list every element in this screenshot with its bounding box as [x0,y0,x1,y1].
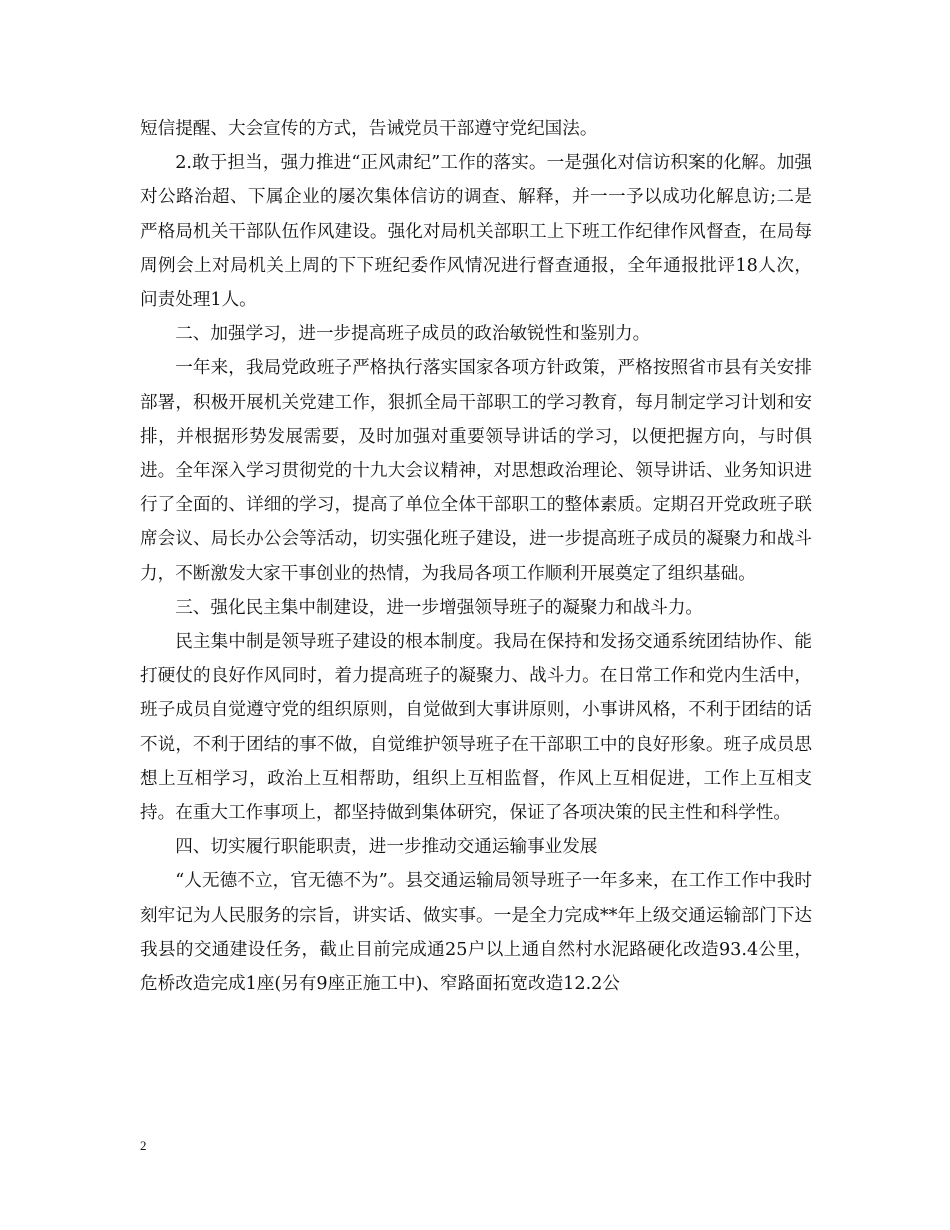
paragraph-democratic-centralism: 民主集中制是领导班子建设的根本制度。我局在保持和发扬交通系统团结协作、能打硬仗的良好作风同时，着力提高班子的凝聚力、战斗力。在日常工作和党内生活中，班子成员自觉遵守党的组织原则，自觉做到大事讲原则，小事讲风格，不利于团结的话不说，不利于团结的事不做，自觉维护领导班子在干部职工中的良好形象。班子成员思想上互相学习，政治上互相帮助，组织上互相监督，作风上互相促进，工作上互相支持。在重大工作事项上，都坚持做到集体研究，保证了各项决策的民主性和科学性。 [140,632,812,824]
document-body [140,112,812,1001]
section-heading-study: 二、加强学习，进一步提高班子成员的政治敏锐性和鉴别力。 [175,324,651,345]
section-heading-democratic-centralism: 三、强化民主集中制建设，进一步增强领导班子的凝聚力和战斗力。 [175,597,704,618]
paragraph-study: 一年来，我局党政班子严格执行落实国家各项方针政策，严格按照省市县有关安排部署，积极开展机关党建工作，狠抓全局干部职工的学习教育，每月制定学习计划和安排，并根据形势发展需要，及时加强对重要领导讲话的学习，以便把握方向，与时俱进。全年深入学习贯彻党的十九大会议精神，对思想政治理论、领导讲话、业务知识进行了全面的、详细的学习，提高了单位全体干部职工的整体素质。定期召开党政班子联席会议、局长办公会等活动，切实强化班子建设，进一步提高班子成员的凝聚力和战斗力，不断激发大家干事创业的热情，为我局各项工作顺利开展奠定了组织基础。 [140,358,812,584]
paragraph-discipline: 2.敢于担当，强力推进“正风肃纪”工作的落实。一是强化对信访积案的化解。加强对公路治超、下属企业的屡次集体信访的调查、解释，并一一予以成功化解息访;二是严格局机关干部队伍作风建设。强化对局机关部职工上下班工作纪律作风督查，在局每周例会上对局机关上周的下下班纪委作风情况进行督查通报，全年通报批评18人次，问责处理1人。 [140,153,812,311]
paragraph-continuation: 短信提醒、大会宣传的方式，告诫党员干部遵守党纪国法。 [140,119,598,139]
paragraph-duties: “人无德不立，官无德不为”。县交通运输局领导班子一年多来，在工作工作中我时刻牢记为人民服务的宗旨，讲实话、做实事。一是全力完成**年上级交通运输部门下达我县的交通建设任务，截止目前完成通25户以上通自然村水泥路硬化改造93.4公里，危桥改造完成1座(另有9座正施工中)、窄路面拓宽改造12.2公 [140,871,812,995]
page-number: 2 [140,1138,147,1153]
section-heading-duties: 四、切实履行职能职责，进一步推动交通运输事业发展 [175,837,598,858]
